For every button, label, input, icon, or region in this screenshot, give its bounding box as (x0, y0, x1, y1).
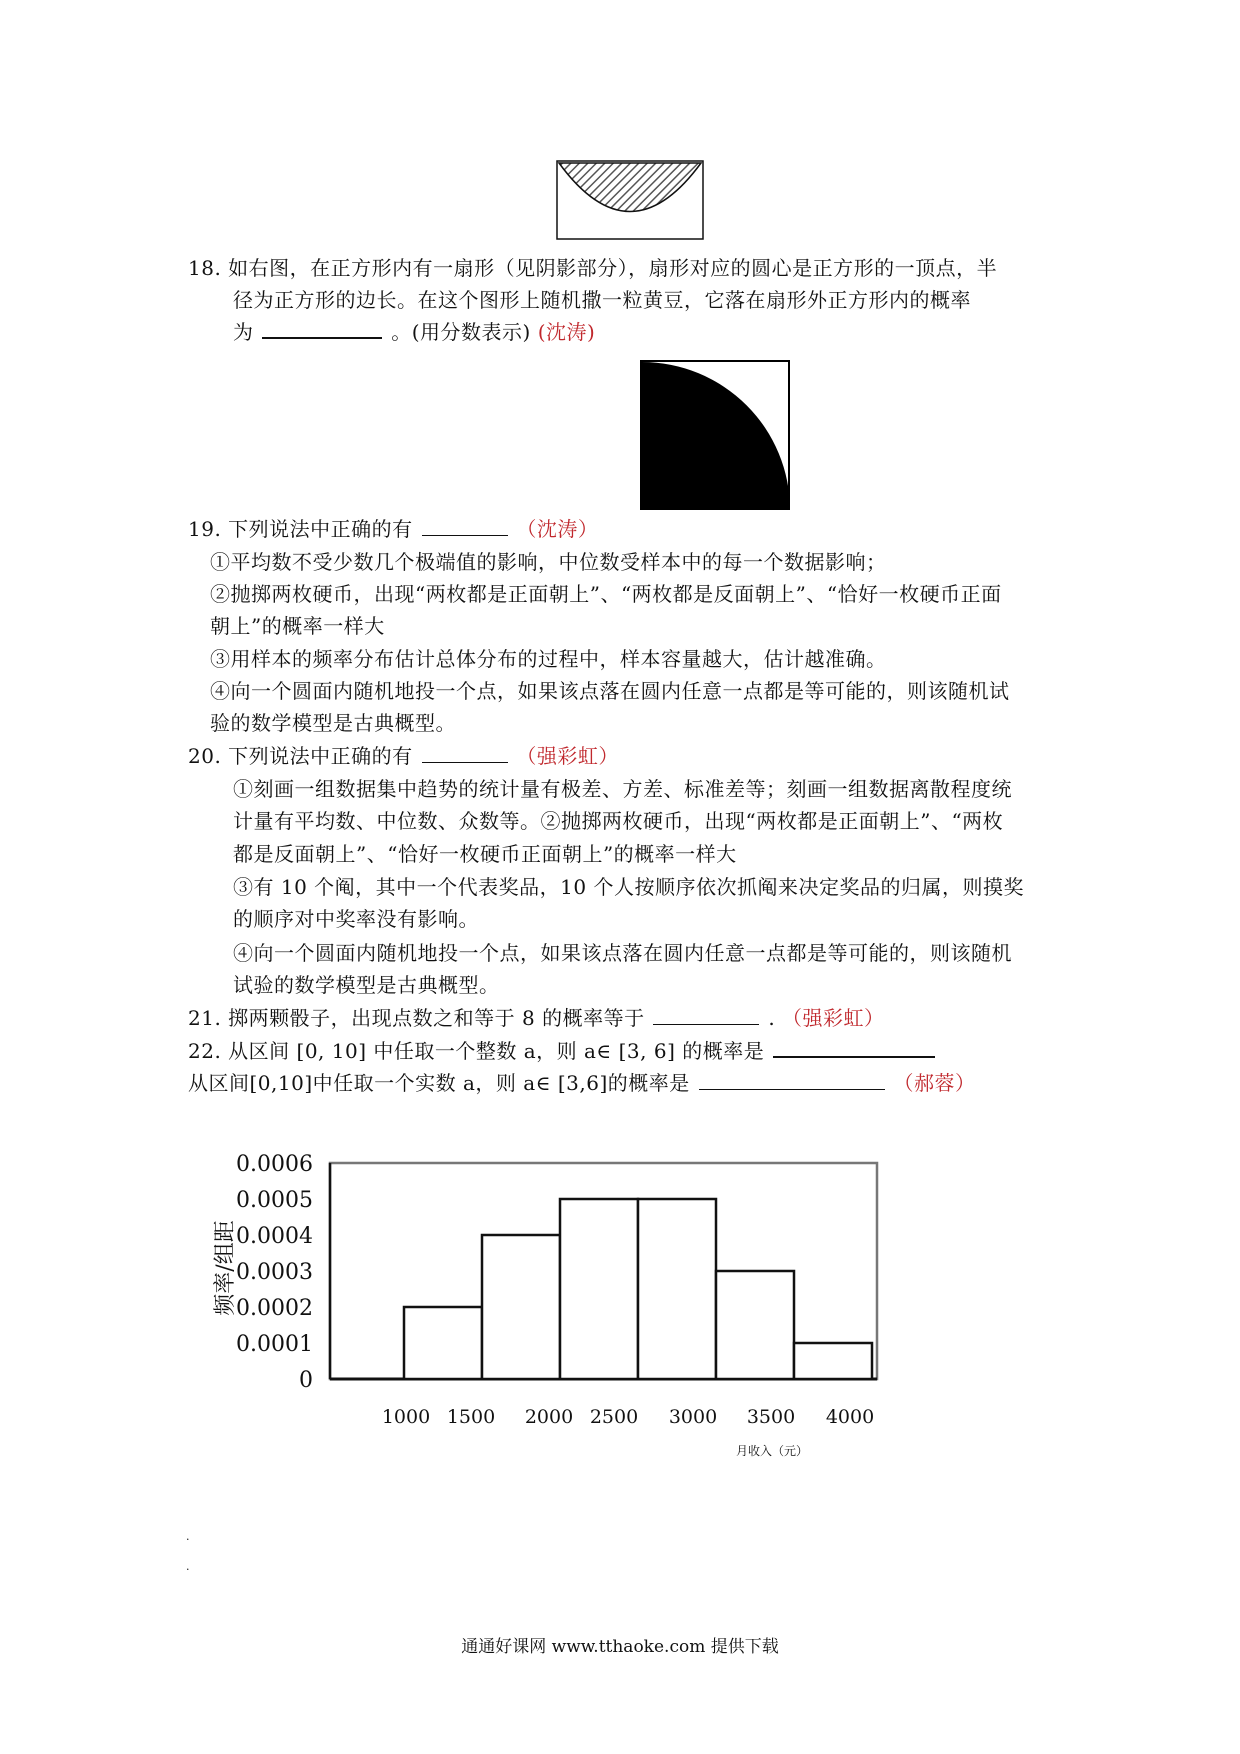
q18-number: 18. (188, 256, 222, 280)
y-tick-label: 0 (299, 1368, 313, 1393)
x-tick-label: 3000 (668, 1406, 718, 1428)
q20-answer-blank[interactable] (422, 742, 508, 763)
segment-figure (556, 160, 704, 240)
q20-item-2-cont: 都是反面朝上”、“恰好一枚硬币正面朝上”的概率一样大 (233, 842, 737, 866)
q19-lead-line (188, 513, 598, 545)
margin-mark-1: . (186, 1530, 190, 1543)
x-tick-label: 2000 (524, 1406, 574, 1428)
q19-item-2: ②抛掷两枚硬币，出现“两枚都是正面朝上”、“两枚都是反面朝上”、“恰好一枚硬币正面 (210, 582, 1002, 606)
q18-answer-blank[interactable] (262, 317, 382, 339)
histogram-bar (482, 1235, 560, 1379)
q18-line3 (233, 316, 595, 348)
q20-item-1-cont: 计量有平均数、中位数、众数等。②抛掷两枚硬币，出现“两枚都是正面朝上”、“两枚 (233, 809, 1004, 833)
q19-item-4-cont: 验的数学模型是古典概型。 (210, 711, 456, 735)
histogram-bar (638, 1199, 716, 1379)
footer-text: 通通好课网 www.tthaoke.com 提供下载 (461, 1637, 779, 1657)
x-tick-label: 3500 (746, 1406, 796, 1428)
x-axis-label: 月收入（元） (735, 1444, 809, 1458)
y-tick-label: 0.0005 (236, 1188, 313, 1213)
income-histogram (200, 1140, 920, 1480)
x-tick-label: 1000 (381, 1406, 431, 1428)
q21-author: （强彩虹） (782, 1006, 885, 1030)
q19-author: （沈涛） (516, 517, 599, 541)
q21-line (188, 1002, 885, 1034)
x-tick-label: 2500 (589, 1406, 639, 1428)
q20-item-3: ③有 10 个阄，其中一个代表奖品，10 个人按顺序依次抓阄来决定奖品的归属，则摸奖 (233, 875, 1024, 899)
y-axis-label: 频率/组距 (213, 1220, 238, 1316)
q22-answer-blank-2[interactable] (699, 1069, 885, 1090)
q19-answer-blank[interactable] (422, 515, 508, 536)
q19-item-4: ④向一个圆面内随机地投一个点，如果该点落在圆内任意一点都是等可能的，则该随机试 (210, 679, 1010, 703)
q20-lead: 20. 下列说法中正确的有 (188, 744, 413, 768)
q22-line1 (188, 1035, 937, 1067)
q19-item-2-cont: 朝上”的概率一样大 (210, 614, 385, 638)
y-tick-label: 0.0003 (236, 1260, 313, 1285)
x-tick-label: 1500 (446, 1406, 496, 1428)
histogram-bar (404, 1307, 482, 1379)
q20-author: （强彩虹） (516, 744, 619, 768)
y-tick-label: 0.0006 (236, 1152, 313, 1177)
q19-item-3: ③用样本的频率分布估计总体分布的过程中，样本容量越大，估计越准确。 (210, 647, 887, 671)
q18-suffix: 。(用分数表示) (391, 320, 531, 344)
q18-line1 (188, 252, 997, 284)
q20-lead-line (188, 740, 619, 772)
y-tick-label: 0.0001 (236, 1332, 313, 1357)
q18-prefix: 为 (233, 320, 254, 344)
y-tick-label: 0.0002 (236, 1296, 313, 1321)
q22-text-2: 从区间[0,10]中任取一个实数 a，则 a∈ [3,6]的概率是 (188, 1071, 690, 1095)
quarter-circle-figure (640, 360, 790, 510)
q20-item-3-cont: 的顺序对中奖率没有影响。 (233, 907, 479, 931)
margin-mark-2: . (186, 1560, 190, 1573)
q21-lead: 21. 掷两颗骰子，出现点数之和等于 8 的概率等于 (188, 1006, 645, 1030)
q18-text-1: 如右图，在正方形内有一扇形（见阴影部分），扇形对应的圆心是正方形的一顶点，半 (228, 256, 998, 280)
histogram-bar (794, 1343, 872, 1379)
x-tick-label: 4000 (825, 1406, 875, 1428)
q21-tail: . (768, 1006, 776, 1030)
q20-item-1: ①刻画一组数据集中趋势的统计量有极差、方差、标准差等；刻画一组数据离散程度统 (233, 777, 1012, 801)
y-tick-label: 0.0004 (236, 1224, 313, 1249)
q22-text-1: 22. 从区间 [0, 10] 中任取一个整数 a，则 a∈ [3, 6] 的概率是 (188, 1039, 765, 1063)
q22-author: （郝蓉） (893, 1071, 976, 1095)
q18-text-2: 径为正方形的边长。在这个图形上随机撒一粒黄豆，它落在扇形外正方形内的概率 (233, 288, 971, 312)
q20-item-4-cont: 试验的数学模型是古典概型。 (233, 973, 500, 997)
q19-item-1: ①平均数不受少数几个极端值的影响，中位数受样本中的每一个数据影响； (210, 550, 887, 574)
q21-answer-blank[interactable] (653, 1004, 759, 1025)
q18-author: (沈涛) (537, 320, 596, 344)
q20-item-4: ④向一个圆面内随机地投一个点，如果该点落在圆内任意一点都是等可能的，则该随机 (233, 941, 1012, 965)
histogram-bar (560, 1199, 638, 1379)
q19-lead: 19. 下列说法中正确的有 (188, 517, 413, 541)
histogram-bar (716, 1271, 794, 1379)
q22-line2 (188, 1067, 976, 1099)
q22-answer-blank-1[interactable] (773, 1036, 935, 1058)
